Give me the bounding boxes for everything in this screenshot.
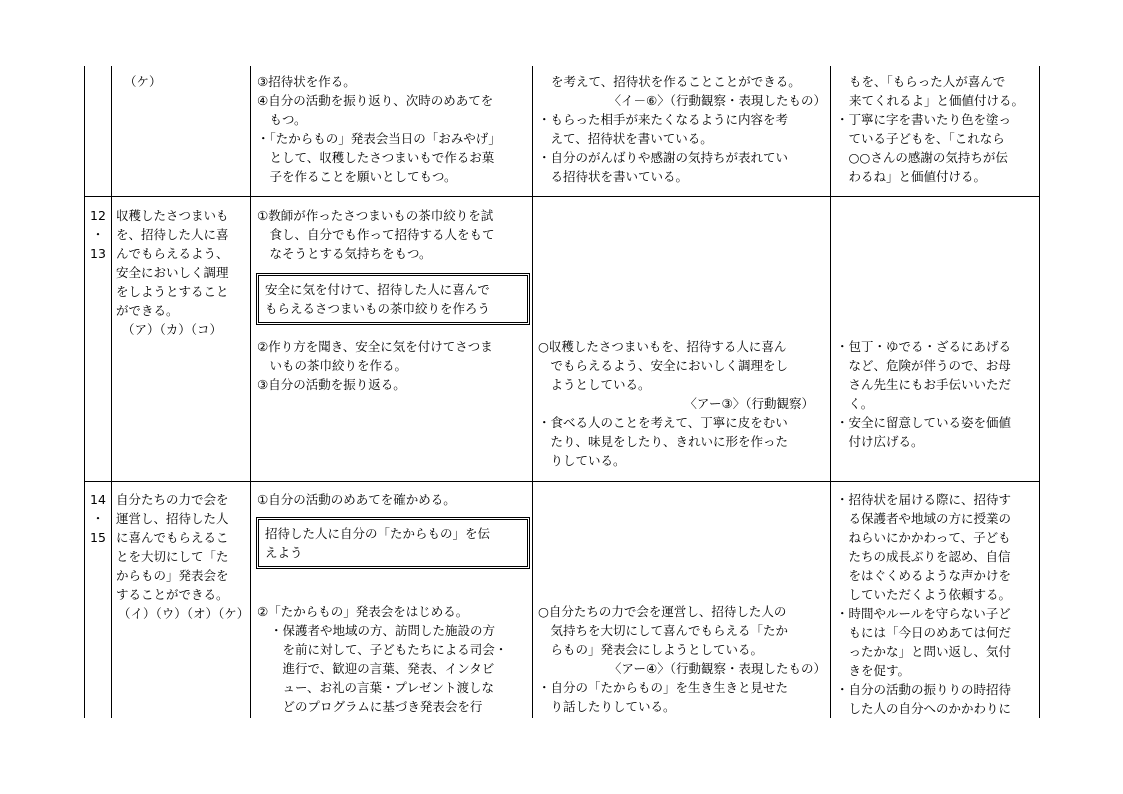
- goal-line: （イ）（ウ）（オ）（ケ）: [118, 606, 250, 621]
- support-line: など、危険が伴うので、お母: [836, 358, 1011, 373]
- activity-line: 食し、自分でも作って招待する人をもて: [257, 227, 495, 242]
- row-line-1: [84, 196, 1040, 197]
- goal-line: （ケ）: [124, 74, 162, 89]
- period-line: ・: [91, 511, 105, 526]
- goal-cell: [116, 206, 229, 339]
- assessment-line: ○収穫したさつまいもを、招待する人に喜ん: [538, 339, 787, 354]
- period-cell: [86, 206, 110, 263]
- activity-line: ・「たからもの」発表会当日の「おみやげ」: [257, 131, 501, 146]
- assessment-criterion: 〈イ－⑥〉（行動観察・表現したもの）: [608, 93, 826, 108]
- goal-line: とを大切にして「た: [116, 549, 229, 564]
- goal-line: んでもらえるよう、: [116, 246, 229, 261]
- support-line: ・自分の活動の振りりの時招待: [836, 682, 1012, 697]
- goal-line: に喜んでもらえるこ: [116, 530, 229, 545]
- assessment-line: たり、味見をしたり、きれいに形を作った: [538, 434, 789, 449]
- assessment-line: ・自分のがんばりや感謝の気持ちが表れてい: [538, 150, 789, 165]
- assessment-criterion: 〈アー④〉（行動観察・表現したもの）: [608, 661, 826, 676]
- support-line: わるね」と価値付ける。: [836, 169, 987, 184]
- goal-line: をしようとすること: [116, 284, 229, 299]
- period-cell: [86, 490, 110, 547]
- activity-line: ①教師が作ったさつまいもの茶巾絞りを試: [257, 208, 494, 223]
- activity-line: を前に対して、子どもたちによる司会・: [270, 642, 508, 657]
- assessment-cell: [538, 602, 826, 716]
- activities-cell: [257, 206, 495, 263]
- assessment-cell: [538, 337, 826, 470]
- support-line: ている子どもを、「これなら: [836, 131, 1005, 146]
- activities-cell: [257, 490, 456, 509]
- assessment-line: えて、招待状を書いている。: [538, 131, 713, 146]
- period-line: 15: [90, 530, 106, 545]
- goal-line: することができる。: [116, 587, 229, 602]
- support-line: く。: [836, 396, 874, 411]
- assessment-line: る招待状を書いている。: [538, 169, 689, 184]
- activities-cell: [257, 602, 507, 716]
- assessment-line: り話したりしている。: [538, 699, 676, 714]
- col-line-4: [532, 66, 533, 718]
- support-line: もを、「もらった人が喜んで: [849, 74, 1006, 89]
- activity-line: いもの茶巾絞りを作る。: [257, 358, 408, 373]
- period-line: 14: [90, 492, 106, 507]
- col-line-2: [111, 66, 112, 718]
- lesson-goal-box: [256, 273, 530, 325]
- lesson-goal-line: えよう: [265, 545, 303, 560]
- support-line: ・時間やルールを守らない子ど: [836, 606, 1011, 621]
- period-line: 13: [90, 246, 106, 261]
- activity-line: として、収穫したさつまいもで作るお菓: [257, 150, 495, 165]
- col-line-5: [830, 66, 831, 718]
- support-cell: [836, 337, 1011, 451]
- activity-line: ・保護者や地域の方、訪問した施設の方: [270, 623, 496, 638]
- support-line: していただくよう依頼する。: [836, 587, 1012, 602]
- support-line: をはぐくめるような声かけを: [836, 568, 1012, 583]
- activity-line: なそうとする気持ちをもつ。: [257, 246, 432, 261]
- assessment-line: を考えて、招待状を作ることことができる。: [551, 74, 801, 89]
- support-cell: [836, 72, 1024, 186]
- goal-line: からもの」発表会を: [116, 568, 229, 583]
- activities-cell: [257, 337, 493, 394]
- row-line-2: [84, 481, 1040, 482]
- assessment-line: ・食べる人のことを考えて、丁寧に皮をむい: [538, 415, 788, 430]
- support-line: さん先生にもお手伝いいただ: [836, 377, 1012, 392]
- support-line: ・丁寧に字を書いたり色を塗っ: [836, 112, 1012, 127]
- assessment-criterion: 〈アー③〉（行動観察）: [684, 396, 814, 411]
- support-line: る保護者や地域の方に授業の: [836, 511, 1012, 526]
- assessment-line: らもの」発表会にしようとしている。: [538, 642, 764, 657]
- lesson-goal-line: 招待した人に自分の「たからもの」を伝: [265, 526, 491, 541]
- support-line: ・安全に留意している姿を価値: [836, 415, 1012, 430]
- goal-line: （ア）（カ）（コ）: [122, 322, 223, 337]
- assessment-line: ・もらった相手が来たくなるように内容を考: [538, 112, 789, 127]
- goal-cell: [116, 490, 249, 623]
- support-line: ねらいにかかわって、子ども: [836, 530, 1011, 545]
- lesson-goal-box: [256, 517, 530, 569]
- goal-line: 自分たちの力で会を: [116, 492, 229, 507]
- activity-line: どのプログラムに基づき発表会を行: [270, 699, 483, 714]
- support-line: 来てくれるよ」と価値付ける。: [849, 93, 1025, 108]
- col-line-1: [84, 66, 85, 718]
- activity-line: ③自分の活動を振り返る。: [257, 377, 406, 392]
- goal-line: 収穫したさつまいも: [116, 208, 229, 223]
- goal-line: 安全においしく調理: [116, 265, 229, 280]
- support-line: もには「今日のめあては何だ: [836, 625, 1012, 640]
- activities-cell: [257, 72, 501, 186]
- activity-line: 進行で、歓迎の言葉、発表、インタビ: [270, 661, 495, 676]
- activity-line: ③招待状を作る。: [257, 74, 356, 89]
- activity-line: ②作り方を聞き、安全に気を付けてさつま: [257, 339, 493, 354]
- support-line: ○○さんの感謝の気持ちが伝: [836, 150, 1008, 165]
- activity-line: 子を作ることを願いとしてもつ。: [257, 169, 457, 184]
- period-line: 12: [90, 208, 106, 223]
- support-line: ったかな」と問い返し、気付: [836, 644, 1012, 659]
- goal-line: を、招待した人に喜: [116, 227, 229, 242]
- activity-line: ②「たからもの」発表会をはじめる。: [257, 604, 469, 619]
- support-cell: [836, 490, 1011, 718]
- activity-line: ①自分の活動のめあてを確かめる。: [257, 492, 456, 507]
- assessment-line: でもらえるよう、安全においしく調理をし: [538, 358, 789, 373]
- goal-line: ができる。: [116, 303, 179, 318]
- support-line: した人の自分へのかかわりに: [836, 701, 1012, 716]
- assessment-line: ○自分たちの力で会を運営し、招待した人の: [538, 604, 787, 619]
- activity-line: ④自分の活動を振り返り、次時のめあてを: [257, 93, 494, 108]
- col-line-3: [250, 66, 251, 718]
- assessment-line: りしている。: [538, 453, 626, 468]
- lesson-goal-line: 安全に気を付けて、招待した人に喜んで: [265, 282, 490, 297]
- support-line: 付け広げる。: [836, 434, 924, 449]
- period-line: ・: [91, 227, 105, 242]
- col-line-6: [1039, 66, 1040, 718]
- goal-line: 運営し、招待した人: [116, 511, 229, 526]
- activity-line: もつ。: [257, 112, 307, 127]
- support-line: ・招待状を届ける際に、招待す: [836, 492, 1012, 507]
- support-line: ・包丁・ゆでる・ざるにあげる: [836, 339, 1012, 354]
- assessment-cell: [538, 72, 826, 186]
- activity-line: ュー、お礼の言葉・プレゼント渡しな: [270, 680, 495, 695]
- assessment-line: ようとしている。: [538, 377, 651, 392]
- support-line: たちの成長ぶりを認め、自信: [836, 549, 1011, 564]
- lesson-goal-line: もらえるさつまいもの茶巾絞りを作ろう: [265, 301, 491, 316]
- assessment-line: ・自分の「たからもの」を生き生きと見せた: [538, 680, 789, 695]
- support-line: きを促す。: [836, 663, 911, 678]
- assessment-line: 気持ちを大切にして喜んでもらえる「たか: [538, 623, 789, 638]
- goal-cell: [124, 72, 162, 91]
